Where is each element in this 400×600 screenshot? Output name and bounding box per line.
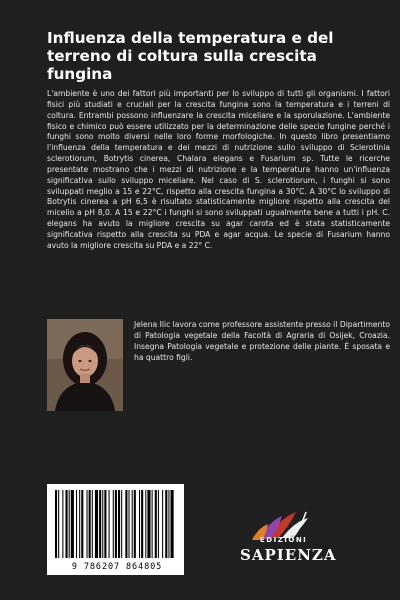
barcode-bar	[79, 490, 80, 558]
book-description: L'ambiente è uno dei fattori più importanti per lo sviluppo di tutti gli organismi. I fattori fisici più studiati e cruciali per la crescita fungina sono la temperatura e i terreni di coltura. Entrambi possono influenzare la crescita miceliare e la sporulazione. L'ambiente fisico e chimico può essere utilizzato per la determinazione delle specie fungine perché i funghi sono molto diversi nelle loro forme morfologiche. In questo libro presentiamo l'influenza della temperatura e dei mezzi di nutrizione sullo sviluppo di Sclerotinia sclerotiorum, Botrytis cinerea, Chalara elegans e Fusarium sp. Tutte le ricerche presentate mostrano che i mezzi di nutrizione e la temperatura hanno un'influenza significativa sullo sviluppo miceliare. Nel caso di S. sclerotiorum, i funghi si sono sviluppati meglio a 15 e 22°C, rispetto alla crescita fungina a 30°C. A 30°C lo sviluppo di Botrytis cinerea a pH 6,5 è risultato statisticamente migliore rispetto alla crescita del micelio a pH 8,0. A 15 e 22°C i funghi si sono sviluppati ugualmente bene a tutti i pH. C. elegans ha avuto la migliore crescita su agar carota ed è stata statisticamente significativa rispetto alla crescita su PDA e agar acqua. Le specie di Fusarium hanno avuto la migliore crescita su PDA e a 22° C.	[47, 89, 390, 250]
barcode-bar	[69, 490, 70, 558]
barcode-bar	[158, 490, 159, 558]
barcode-bar	[58, 490, 59, 558]
barcode-bar	[92, 490, 93, 558]
barcode-bar	[81, 490, 83, 558]
barcode-bar	[171, 490, 174, 558]
isbn-number: 9 786207 864805	[71, 562, 163, 572]
barcode-bar	[147, 490, 150, 558]
barcode-bar	[95, 490, 98, 558]
barcode-bar	[132, 490, 133, 558]
barcode-bar	[125, 490, 127, 558]
barcode-bar	[76, 490, 77, 558]
book-title: Influenza della temperatura e del terreno di coltura sulla crescita fungina	[47, 29, 334, 83]
barcode-bar	[121, 490, 122, 558]
barcode-bar	[162, 490, 163, 558]
barcode-bar	[102, 490, 103, 558]
barcode-bar	[104, 490, 106, 558]
barcode-bar	[129, 490, 130, 558]
barcode-bar	[71, 490, 74, 558]
barcode-bar	[134, 490, 136, 558]
publisher-edizioni: EDIZIONI	[260, 536, 308, 544]
author-bio: Jelena Ilic lavora come professore assistente presso il Dipartimento di Patologia vegetale della Facoltà di Agraria di Osijek, Croazia. Insegna Patologia vegetale e protezione delle piante. È sposata e ha quattro figli.	[134, 320, 390, 362]
barcode-bar	[89, 490, 91, 558]
author-portrait-illustration	[47, 319, 123, 411]
barcode-bar	[62, 490, 63, 558]
isbn-barcode	[47, 484, 184, 575]
author-photo	[47, 319, 123, 411]
barcode-bar	[145, 490, 146, 558]
barcode-bar	[113, 490, 114, 558]
barcode-bar	[139, 490, 140, 558]
barcode-bar	[168, 490, 169, 558]
barcode-bar	[155, 490, 157, 558]
barcode-bars	[55, 490, 176, 558]
barcode-bar	[141, 490, 143, 558]
barcode-bar	[165, 490, 167, 558]
barcode-bar	[109, 490, 110, 558]
publisher-name: SAPIENZA	[240, 546, 337, 564]
barcode-bar	[99, 490, 101, 558]
barcode-bar	[55, 490, 57, 558]
barcode-bar	[115, 490, 117, 558]
barcode-bar	[87, 490, 88, 558]
barcode-bar	[118, 490, 120, 558]
barcode-bar	[66, 490, 68, 558]
barcode-bar	[152, 490, 153, 558]
